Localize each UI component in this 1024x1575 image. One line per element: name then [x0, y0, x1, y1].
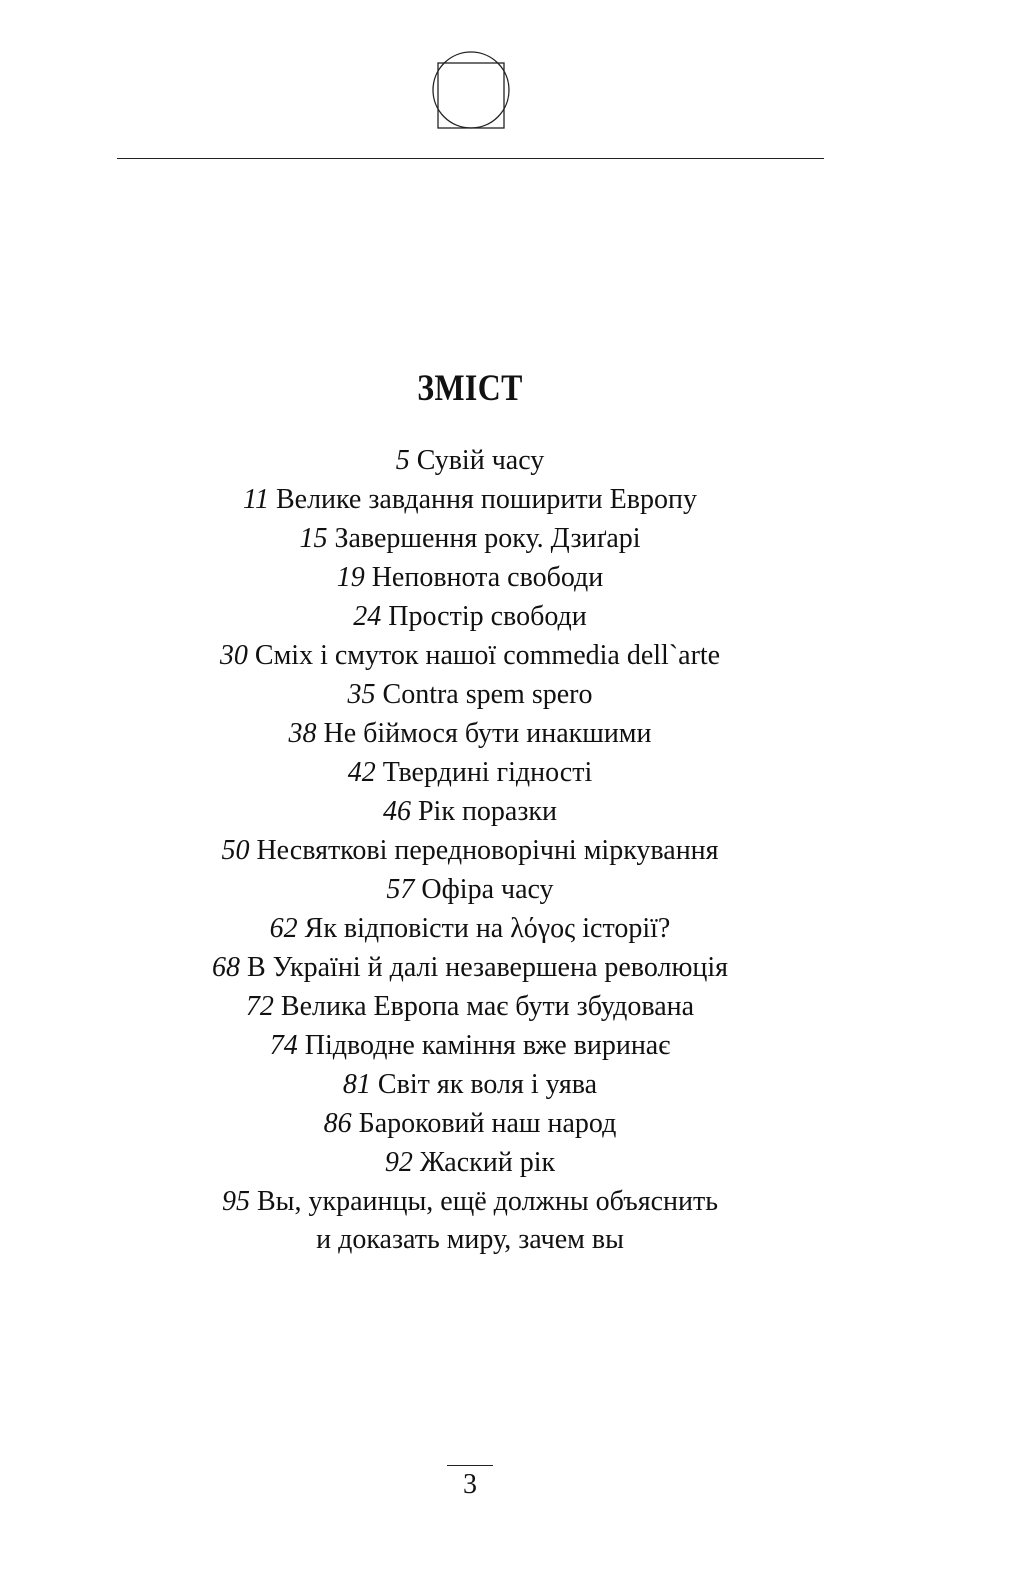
toc-entry-title: Несвяткові передноворічні міркування — [256, 835, 719, 866]
toc-entry-title: Contra spem spero — [382, 679, 593, 710]
toc-entry — [0, 870, 940, 909]
toc-entry-page: 35 — [347, 679, 376, 710]
toc-entry-page: 46 — [382, 796, 411, 827]
toc-entry-title: Вы, украинцы, ещё должны объяснить — [256, 1186, 718, 1217]
toc-entry — [0, 831, 940, 870]
toc-entry-title: Офіра часу — [421, 874, 554, 905]
toc-entry — [0, 1026, 940, 1065]
toc-entry-title: Як відповісти на λόγος історії? — [304, 913, 671, 944]
toc-entry — [0, 909, 940, 948]
toc-entry-title: Жаский рік — [419, 1147, 556, 1178]
toc-entry-page: 5 — [395, 445, 410, 476]
header-rule — [117, 158, 824, 159]
toc-entry — [0, 1182, 940, 1259]
toc-entry-page: 24 — [353, 601, 382, 632]
toc-entry-page: 95 — [221, 1186, 250, 1217]
toc-entry-title: Світ як воля і уява — [377, 1069, 598, 1100]
toc-entry-title: Завершення року. Дзиґарі — [334, 523, 641, 554]
toc-entry — [0, 987, 940, 1026]
toc-entry-title: Велике завдання поширити Европу — [275, 484, 697, 515]
toc-entry — [0, 636, 940, 675]
toc-entry — [0, 1104, 940, 1143]
toc-entry-page: 68 — [211, 952, 240, 983]
toc-entry — [0, 519, 940, 558]
toc-entry-title: Сміх і смуток нашої commedia dell`arte — [254, 640, 721, 671]
toc-entry-page: 38 — [288, 718, 317, 749]
toc-entry-page: 11 — [243, 484, 269, 515]
toc-entry — [0, 948, 940, 987]
toc-entry — [0, 675, 940, 714]
toc-entry-page: 50 — [221, 835, 250, 866]
toc-entry-title: Не біймося бути инакшими — [323, 718, 652, 749]
toc-entry — [0, 1065, 940, 1104]
toc-entry — [0, 753, 940, 792]
toc-entry-title: Простір свободи — [388, 601, 587, 632]
toc-entry-title-continuation: и доказать миру, зачем вы — [316, 1224, 624, 1255]
toc-entry — [0, 792, 940, 831]
toc-entry-page: 57 — [386, 874, 415, 905]
toc-entry-page: 42 — [347, 757, 376, 788]
toc-entry — [0, 1143, 940, 1182]
toc-entry-page: 74 — [269, 1030, 298, 1061]
toc-entry-page: 72 — [245, 991, 274, 1022]
toc-entry-title: Неповнота свободи — [371, 562, 604, 593]
toc-entry-page: 92 — [384, 1147, 413, 1178]
toc-entry-title: Велика Европа має бути збудована — [280, 991, 695, 1022]
circle-square-emblem-icon — [430, 50, 512, 130]
toc-entry-title: Твердині гідності — [382, 757, 593, 788]
page-number: 3 — [463, 1469, 477, 1500]
toc-entry — [0, 441, 940, 480]
toc-entry-page: 15 — [299, 523, 328, 554]
toc-entry-page: 19 — [336, 562, 365, 593]
toc-entry-title: В Україні й далі незавершена революція — [246, 952, 729, 983]
toc-entry — [0, 714, 940, 753]
page-title: ЗМІСТ — [417, 367, 523, 409]
toc-entry — [0, 597, 940, 636]
toc-entry-title: Підводне каміння вже виринає — [304, 1030, 671, 1061]
toc-entry-title: Бароковий наш народ — [358, 1108, 617, 1139]
toc-entry-page: 86 — [323, 1108, 352, 1139]
toc-entry-page: 30 — [219, 640, 248, 671]
toc-entry-title: Сувій часу — [416, 445, 545, 476]
toc-entry-page: 62 — [269, 913, 298, 944]
toc-entry-page: 81 — [342, 1069, 371, 1100]
footer-rule — [447, 1465, 493, 1466]
table-of-contents — [0, 441, 940, 1259]
toc-entry — [0, 558, 940, 597]
toc-entry — [0, 480, 940, 519]
toc-entry-title: Рік поразки — [417, 796, 557, 827]
